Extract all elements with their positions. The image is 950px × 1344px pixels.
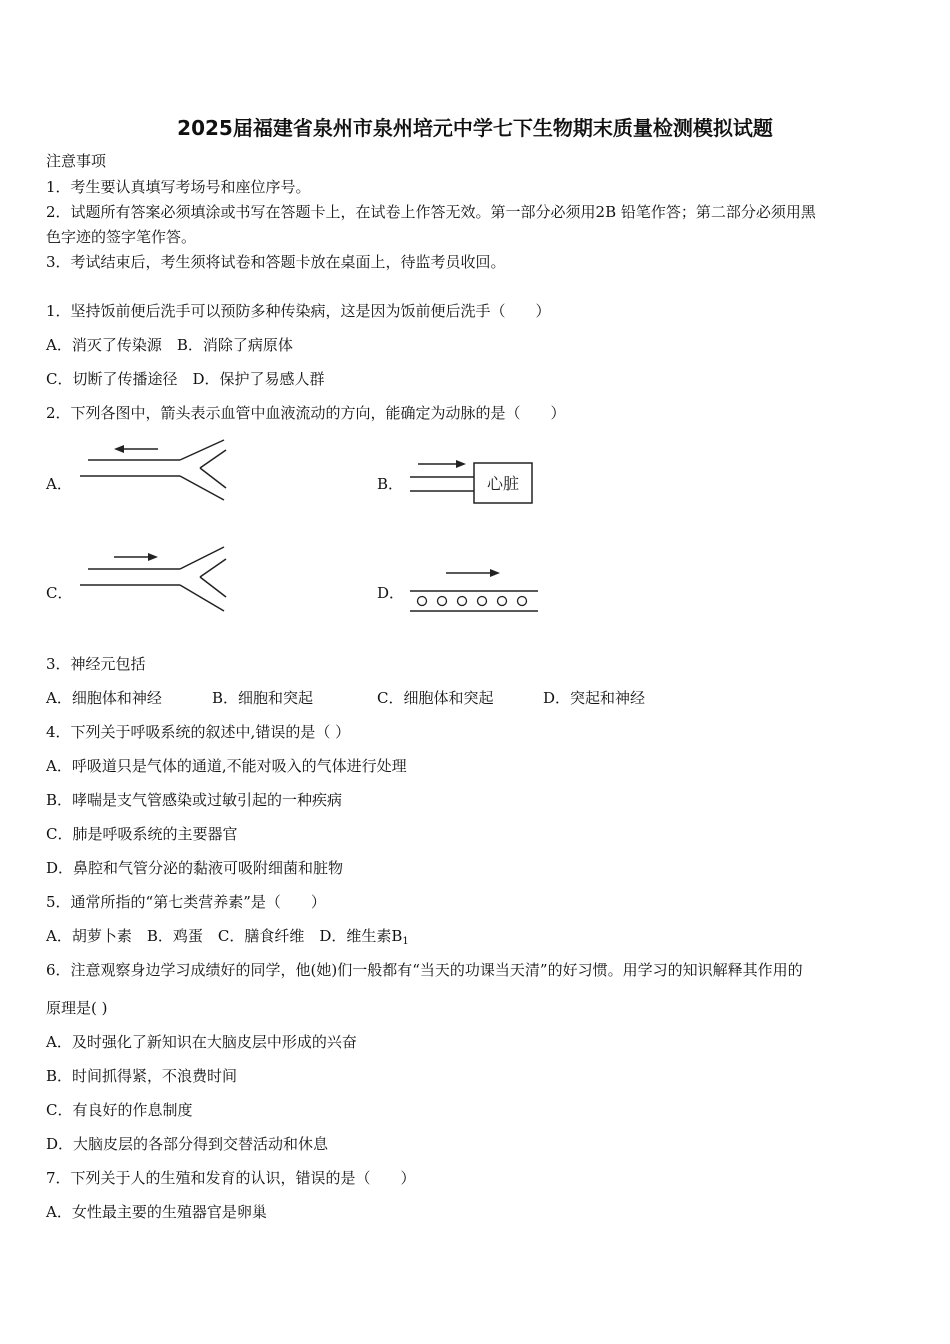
option: C．有良好的作息制度 [46,1101,193,1119]
option: D．鼻腔和气管分泌的黏液可吸附细菌和脏物 [46,859,344,877]
question-stem: 3．神经元包括 [46,655,146,673]
question-stem: 5．通常所指的“第七类营养素”是（ ） [46,893,326,911]
option-line: C．切断了传播途径 D．保护了易感人群 [46,370,325,388]
diagram-label-d: D． [377,584,405,602]
question-stem-cont: 原理是( ) [46,999,108,1017]
notice-item: 3．考试结束后，考生须将试卷和答题卡放在桌面上，待监考员收回。 [46,253,506,271]
option: C．肺是呼吸系统的主要器官 [46,825,238,843]
notice-item: 1．考生要认真填写考场号和座位序号。 [46,178,311,196]
question-stem: 1．坚持饭前便后洗手可以预防多种传染病，这是因为饭前便后洗手（ ） [46,302,551,320]
option: D．大脑皮层的各部分得到交替活动和休息 [46,1135,329,1153]
question-stem: 2．下列各图中，箭头表示血管中血液流动的方向，能确定为动脉的是（ ） [46,404,566,422]
option: B．时间抓得紧，不浪费时间 [46,1067,238,1085]
question-stem: 4．下列关于呼吸系统的叙述中,错误的是（ ） [46,723,351,741]
option: B．哮喘是支气管感染或过敏引起的一种疾病 [46,791,343,809]
option: C．细胞体和突起 [377,689,494,707]
option-line: A．消灭了传染源 B．消除了病原体 [46,336,293,354]
option: A．细胞体和神经 [46,689,162,707]
option: A．呼吸道只是气体的通道,不能对吸入的气体进行处理 [46,757,407,775]
heart-label: 心脏 [486,474,520,493]
diagram-d [404,563,544,615]
notice-heading: 注意事项 [46,152,107,170]
notice-item: 2．试题所有答案必须填涂或书写在答题卡上，在试卷上作答无效。第一部分必须用2B 铅笔作答；第二部分必须用黑 [46,203,816,221]
diagram-label-c: C． [46,584,73,602]
notice-item: 色字迹的签字笔作答。 [46,228,197,246]
question-stem: 7．下列关于人的生殖和发育的认识，错误的是（ ） [46,1169,416,1187]
option: B．细胞和突起 [212,689,314,707]
diagram-label-a: A． [46,475,72,493]
option: A．及时强化了新知识在大脑皮层中形成的兴奋 [46,1033,357,1051]
diagram-b [404,455,544,507]
diagram-label-b: B． [377,475,404,493]
option-line [46,926,409,952]
page-title: 2025届福建省泉州市泉州培元中学七下生物期末质量检测模拟试题 [177,116,773,140]
question-stem: 6．注意观察身边学习成绩好的同学，他(她)们一般都有“当天的功课当天清”的好习惯。用学习的知识解释其作用的 [46,961,803,979]
option: D．突起和神经 [543,689,646,707]
diagram-c [76,545,236,615]
option-text: A．胡萝卜素 B．鸡蛋 C．膳食纤维 D．维生素B [46,927,403,945]
diagram-a [76,438,236,508]
option: A．女性最主要的生殖器官是卵巢 [46,1203,267,1221]
subscript: 1 [402,936,409,947]
